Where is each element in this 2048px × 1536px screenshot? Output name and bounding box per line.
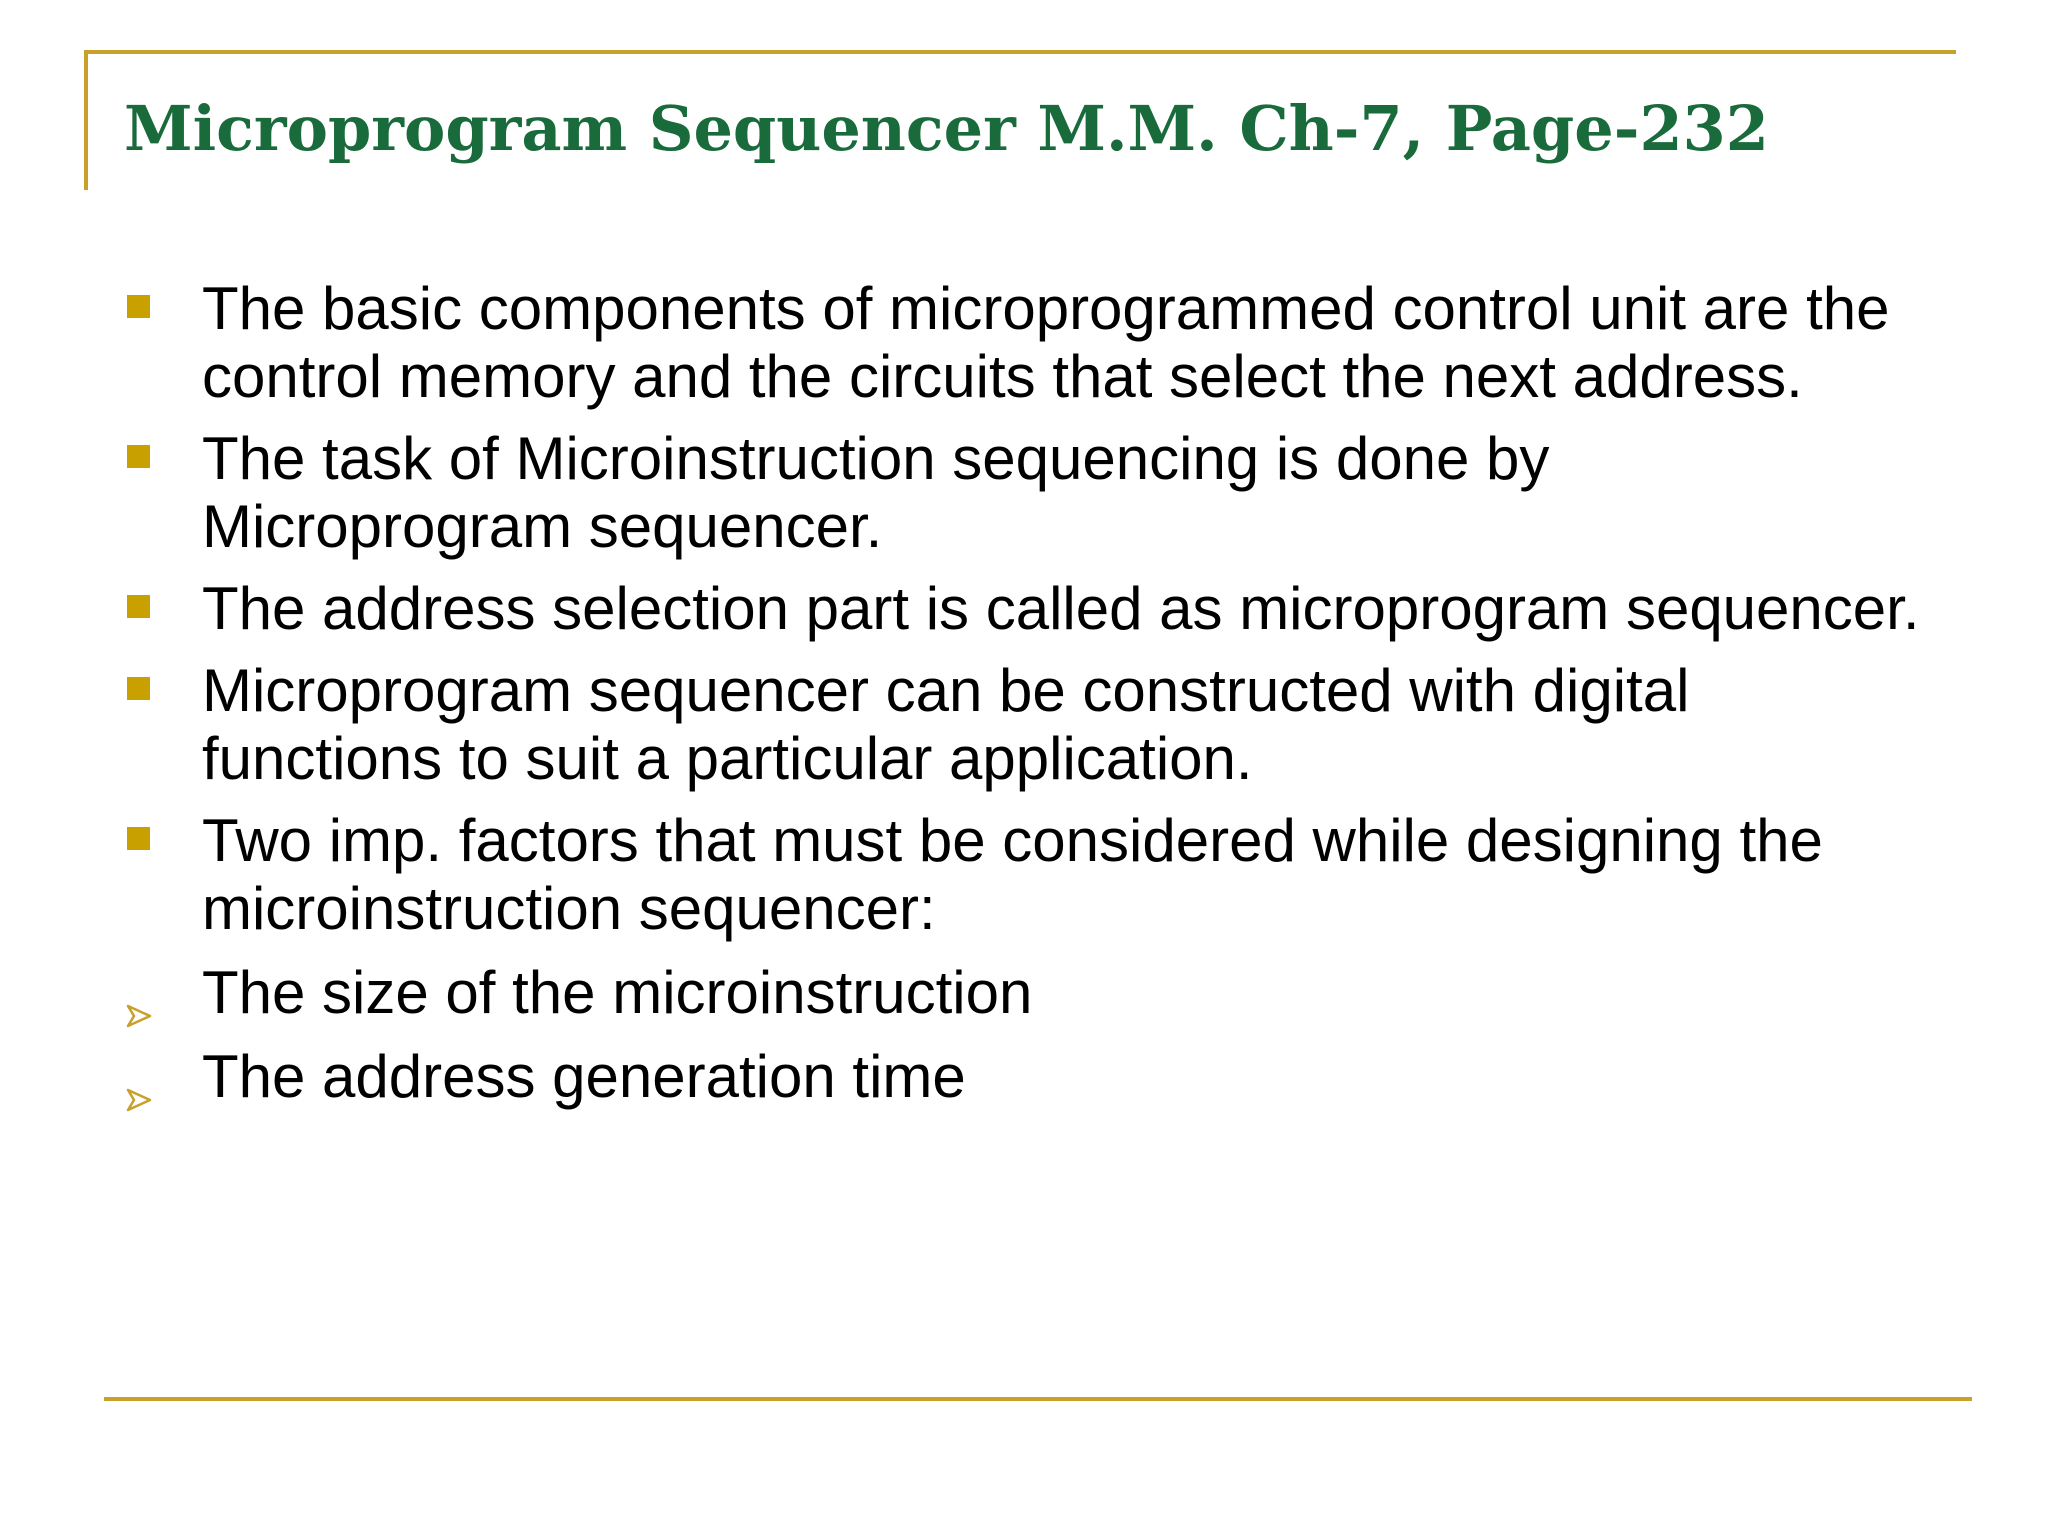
- bullet-list: [124, 275, 1924, 1127]
- sub-bullet-item: [124, 1043, 1924, 1111]
- arrowhead-bullet-icon: [124, 977, 154, 1007]
- bullet-text: Microprogram sequencer can be constructed with digital functions to suit a particular application.: [202, 657, 1690, 792]
- bullet-text: The address generation time: [202, 1043, 966, 1110]
- sub-bullet-item: [124, 959, 1924, 1027]
- bullet-item: [124, 575, 1924, 643]
- bullet-text: Two imp. factors that must be considered while designing the microinstruction sequencer:: [202, 807, 1823, 942]
- frame-top-rule: [84, 50, 1956, 54]
- bullet-item: [124, 807, 1924, 943]
- bullet-item: [124, 275, 1924, 411]
- arrowhead-bullet-icon: [124, 1061, 154, 1091]
- bullet-text: The size of the microinstruction: [202, 959, 1033, 1026]
- bullet-text: The basic components of microprogrammed control unit are the control memory and the circuits that select the next address.: [202, 275, 1890, 410]
- footer-rule: [104, 1397, 1972, 1401]
- bullet-text: The address selection part is called as microprogram sequencer.: [202, 575, 1920, 642]
- square-bullet-icon: [127, 295, 150, 318]
- bullet-item: [124, 425, 1924, 561]
- bullet-item: [124, 657, 1924, 793]
- square-bullet-icon: [127, 827, 150, 850]
- square-bullet-icon: [127, 445, 150, 468]
- frame-left-rule: [84, 50, 88, 190]
- slide-title: Microprogram Sequencer M.M. Ch-7, Page-232: [124, 92, 1769, 165]
- square-bullet-icon: [127, 595, 150, 618]
- square-bullet-icon: [127, 677, 150, 700]
- bullet-text: The task of Microinstruction sequencing is done by Microprogram sequencer.: [202, 425, 1550, 560]
